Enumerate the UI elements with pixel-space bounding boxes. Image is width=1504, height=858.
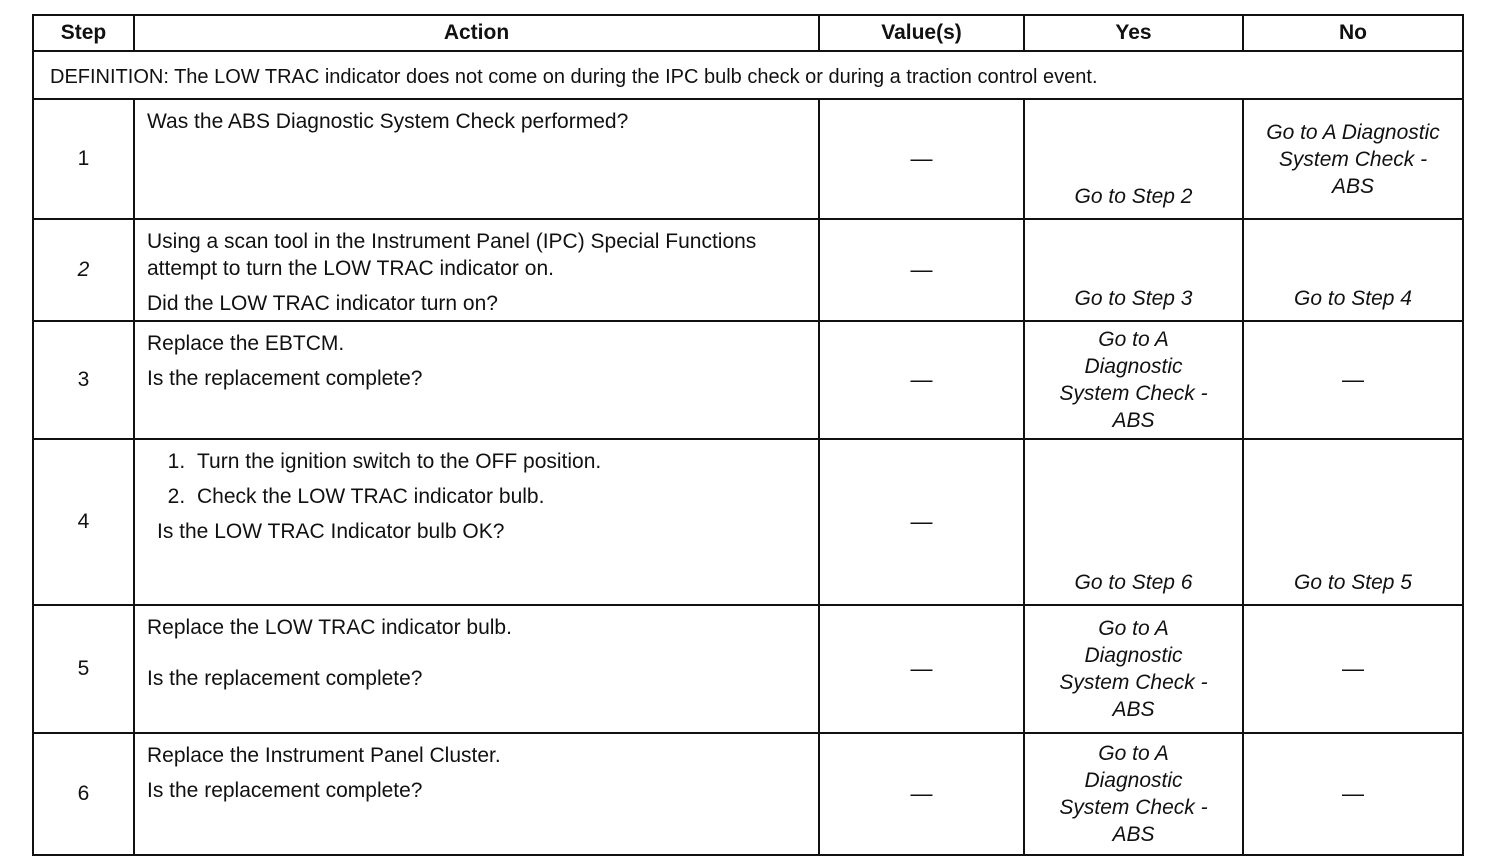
- table-row: [33, 321, 1463, 439]
- list-item: 1. Turn the ignition switch to the OFF position.: [191, 448, 808, 475]
- step-number: 5: [33, 605, 134, 733]
- definition-row: [33, 51, 1463, 99]
- action-question: Is the LOW TRAC Indicator bulb OK?: [157, 520, 505, 543]
- action-cell: [134, 733, 819, 855]
- yes-cell: Go to Step 6: [1024, 439, 1243, 605]
- yes-cell: Go to Step 3: [1024, 219, 1243, 321]
- action-text: Was the ABS Diagnostic System Check performed?: [147, 110, 629, 133]
- step-number: 2: [33, 219, 134, 321]
- no-cell: —: [1243, 733, 1463, 855]
- diagnostic-table: [32, 14, 1464, 856]
- value-cell: —: [819, 321, 1024, 439]
- action-text: Replace the LOW TRAC indicator bulb.: [147, 616, 512, 639]
- action-question: Is the replacement complete?: [147, 779, 423, 802]
- no-cell: Go to Step 5: [1243, 439, 1463, 605]
- table-row: [33, 605, 1463, 733]
- action-text: Using a scan tool in the Instrument Panel (IPC) Special Functions attempt to turn the LOW TRAC indicator on.: [147, 230, 757, 280]
- value-cell: —: [819, 605, 1024, 733]
- value-cell: —: [819, 219, 1024, 321]
- yes-cell: Go to A Diagnostic System Check - ABS: [1024, 605, 1243, 733]
- table-row: [33, 733, 1463, 855]
- definition-text: DEFINITION: The LOW TRAC indicator does not come on during the IPC bulb check or during a traction control event.: [33, 51, 1463, 99]
- yes-cell: Go to A Diagnostic System Check - ABS: [1024, 321, 1243, 439]
- no-cell: Go to Step 4: [1243, 219, 1463, 321]
- table-row: [33, 219, 1463, 321]
- action-cell: [134, 439, 819, 605]
- action-text: Replace the EBTCM.: [147, 332, 345, 355]
- step-number: 3: [33, 321, 134, 439]
- table-row: [33, 439, 1463, 605]
- value-cell: —: [819, 733, 1024, 855]
- table-row: [33, 99, 1463, 219]
- no-cell: —: [1243, 321, 1463, 439]
- no-cell: —: [1243, 605, 1463, 733]
- yes-cell: Go to Step 2: [1024, 99, 1243, 219]
- action-question: Is the replacement complete?: [147, 667, 423, 690]
- no-cell: Go to A Diagnostic System Check - ABS: [1243, 99, 1463, 219]
- header-step: Step: [33, 15, 134, 51]
- step-number: 1: [33, 99, 134, 219]
- yes-cell: Go to A Diagnostic System Check - ABS: [1024, 733, 1243, 855]
- action-question: Did the LOW TRAC indicator turn on?: [147, 292, 498, 315]
- action-text: Replace the Instrument Panel Cluster.: [147, 744, 501, 767]
- list-item: 2. Check the LOW TRAC indicator bulb.: [191, 483, 808, 510]
- header-values: Value(s): [819, 15, 1024, 51]
- value-cell: —: [819, 99, 1024, 219]
- header-yes: Yes: [1024, 15, 1243, 51]
- header-no: No: [1243, 15, 1463, 51]
- header-action: Action: [134, 15, 819, 51]
- step-number: 4: [33, 439, 134, 605]
- action-list: [147, 448, 808, 510]
- action-cell: [134, 219, 819, 321]
- action-cell: [134, 605, 819, 733]
- action-question: Is the replacement complete?: [147, 367, 423, 390]
- header-row: [33, 15, 1463, 51]
- action-cell: [134, 99, 819, 219]
- step-number: 6: [33, 733, 134, 855]
- value-cell: —: [819, 439, 1024, 605]
- action-cell: [134, 321, 819, 439]
